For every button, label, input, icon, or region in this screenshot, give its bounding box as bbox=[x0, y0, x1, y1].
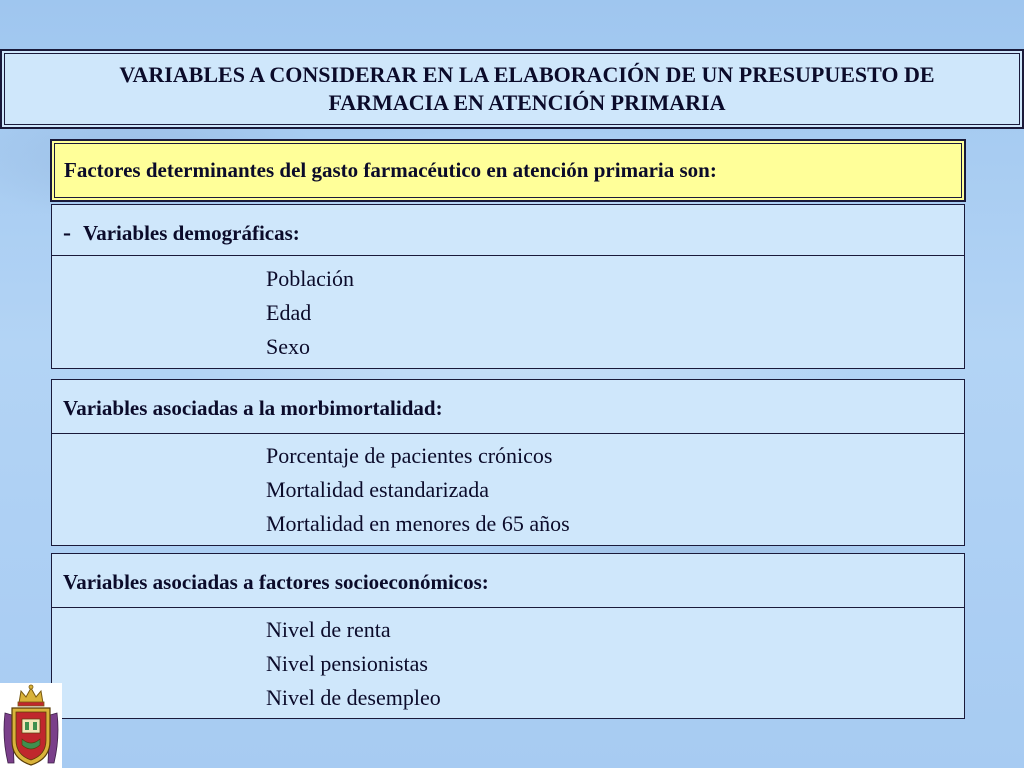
list-item: Nivel de desempleo bbox=[266, 685, 441, 710]
list-item: Población bbox=[266, 266, 354, 291]
slide-title bbox=[0, 49, 1024, 129]
list-item: Sexo bbox=[266, 334, 310, 359]
bullet-dash: - bbox=[63, 220, 71, 246]
list-item: Porcentaje de pacientes crónicos bbox=[266, 443, 553, 468]
list-item: Nivel de renta bbox=[266, 617, 391, 642]
group-morbimortality bbox=[51, 379, 965, 546]
slide-title-line-2: FARMACIA EN ATENCIÓN PRIMARIA bbox=[328, 90, 726, 115]
coat-of-arms-icon bbox=[0, 683, 62, 768]
list-item: Mortalidad en menores de 65 años bbox=[266, 511, 570, 536]
list-item: Edad bbox=[266, 300, 312, 325]
group-header bbox=[52, 205, 964, 256]
list-item: Mortalidad estandarizada bbox=[266, 477, 489, 502]
group-header bbox=[52, 380, 964, 434]
group-socioeconomic bbox=[51, 553, 965, 719]
intro-statement: Factores determinantes del gasto farmacéutico en atención primaria son: bbox=[50, 139, 966, 202]
group-header-label: Variables asociadas a factores socioeconómicos: bbox=[63, 570, 489, 594]
slide-title-line-1: VARIABLES A CONSIDERAR EN LA ELABORACIÓN DE UN PRESUPUESTO DE bbox=[119, 62, 935, 87]
group-items bbox=[52, 434, 964, 541]
group-demographic bbox=[51, 204, 965, 369]
group-items bbox=[52, 256, 964, 364]
group-header-label: Variables demográficas: bbox=[83, 221, 300, 245]
group-items bbox=[52, 608, 964, 715]
list-item: Nivel pensionistas bbox=[266, 651, 428, 676]
group-header-label: Variables asociadas a la morbimortalidad: bbox=[63, 396, 443, 420]
group-header bbox=[52, 554, 964, 608]
